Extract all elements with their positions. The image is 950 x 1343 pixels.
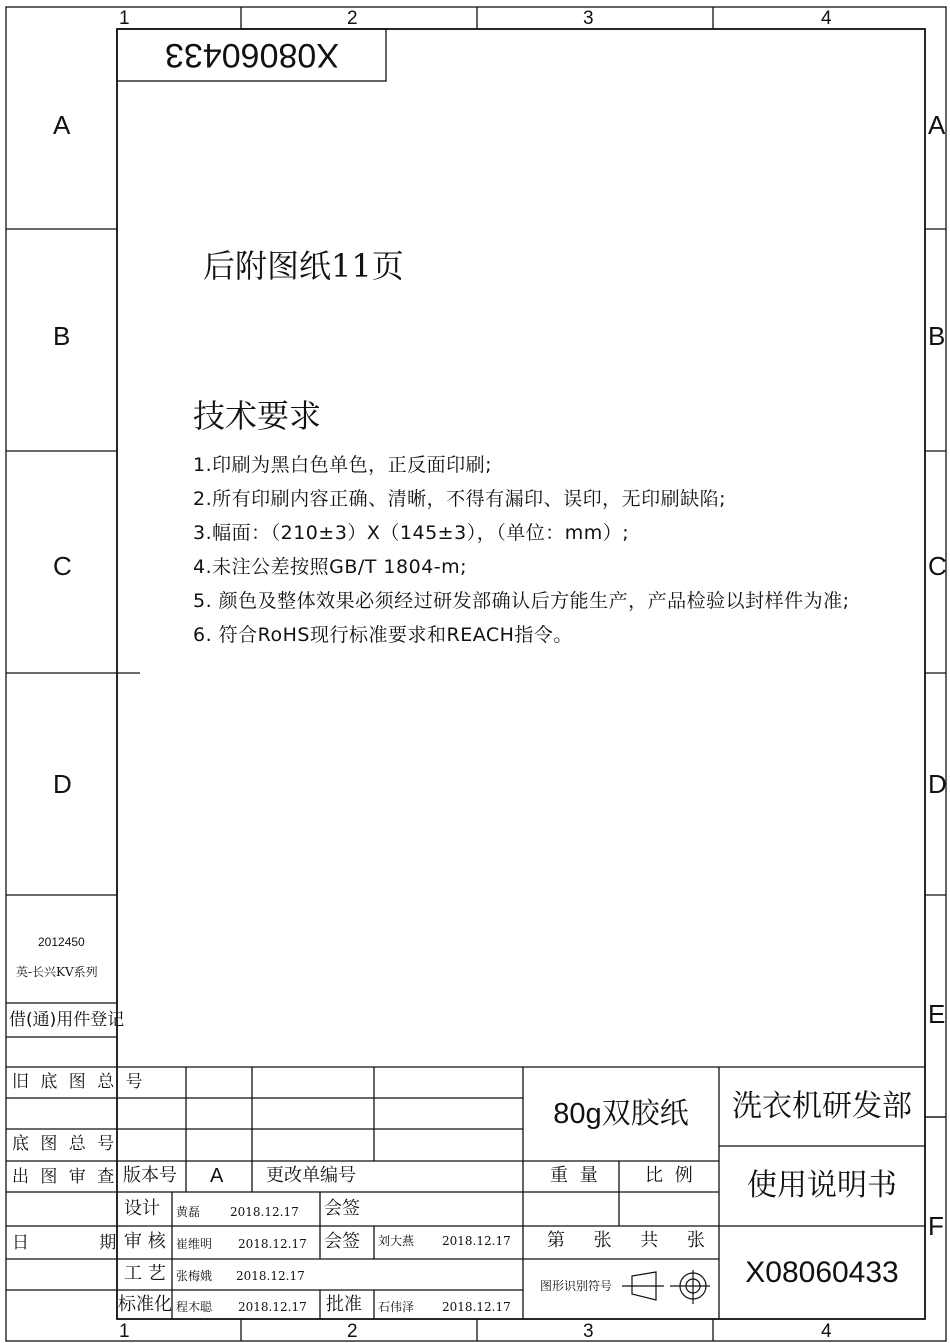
attach-note: 后附图纸11页 bbox=[203, 247, 404, 285]
row-letter-a-right: A bbox=[928, 110, 946, 140]
column-number-2-top: 2 bbox=[347, 8, 358, 29]
tech-item-6: 6. 符合RoHS现行标准要求和REACH指令。 bbox=[193, 624, 573, 646]
review-date: 2018.12.17 bbox=[238, 1237, 307, 1251]
material-text: 80g双胶纸 bbox=[553, 1097, 689, 1130]
review-label: 审 核 bbox=[124, 1231, 166, 1252]
column-number-4-top: 4 bbox=[821, 8, 832, 29]
review-name: 崔维明 bbox=[176, 1237, 213, 1251]
countersign2-label: 会签 bbox=[324, 1231, 360, 1252]
approve-name: 石伟泽 bbox=[378, 1300, 415, 1314]
approve-label: 批准 bbox=[326, 1294, 362, 1315]
design-name: 黄磊 bbox=[176, 1205, 201, 1219]
mirrored-code-text: X08060433 bbox=[164, 36, 339, 74]
tech-item-2: 2.所有印刷内容正确、清晰，不得有漏印、误印，无印刷缺陷; bbox=[193, 488, 727, 510]
tech-item-1: 1.印刷为黑白色单色，正反面印刷; bbox=[193, 454, 493, 476]
version-value: A bbox=[210, 1165, 224, 1187]
design-date: 2018.12.17 bbox=[230, 1205, 299, 1219]
process-date: 2018.12.17 bbox=[236, 1269, 305, 1283]
column-number-1-bottom: 1 bbox=[119, 1321, 130, 1342]
issue-review-label: 出 图 审 查 bbox=[12, 1167, 118, 1187]
row-letter-c-right: C bbox=[928, 551, 947, 581]
base-total-label: 底 图 总 号 bbox=[12, 1134, 118, 1154]
row-letter-c-left: C bbox=[53, 551, 72, 581]
left-panel-series: 英-长兴KV系列 bbox=[16, 965, 98, 979]
countersign2-name: 刘大燕 bbox=[378, 1234, 415, 1248]
graphic-symbol-label: 图形识别符号 bbox=[540, 1279, 613, 1293]
material-cell bbox=[523, 1067, 719, 1161]
sheet-count-label: 第 张 共 张 bbox=[547, 1230, 705, 1251]
tech-requirements-list bbox=[193, 456, 850, 660]
document-title: 使用说明书 bbox=[747, 1168, 897, 1203]
row-letter-d-left: D bbox=[53, 769, 72, 799]
standardization-name: 程木聪 bbox=[176, 1300, 213, 1314]
process-label: 工 艺 bbox=[124, 1263, 166, 1284]
date-label: 日 期 bbox=[12, 1233, 120, 1253]
row-letter-d-right: D bbox=[928, 769, 947, 799]
row-letter-b-right: B bbox=[928, 321, 946, 351]
design-label: 设计 bbox=[124, 1198, 160, 1219]
weight-label: 重 量 bbox=[550, 1165, 601, 1186]
tech-requirements-heading: 技术要求 bbox=[193, 397, 322, 435]
department-text: 洗衣机研发部 bbox=[732, 1088, 912, 1124]
column-number-3-bottom: 3 bbox=[583, 1321, 594, 1342]
version-label: 版本号 bbox=[123, 1165, 177, 1186]
mirrored-code-box bbox=[117, 29, 386, 81]
row-letter-e-right: E bbox=[928, 999, 946, 1029]
left-panel-registry: 借(通)用件登记 bbox=[9, 1010, 125, 1030]
column-number-2-bottom: 2 bbox=[347, 1321, 358, 1342]
row-letter-b-left: B bbox=[53, 321, 71, 351]
left-panel-code: 2012450 bbox=[38, 935, 85, 949]
tech-item-5: 5. 颜色及整体效果必须经过研发部确认后方能生产，产品检验以封样件为准; bbox=[193, 590, 850, 612]
standardization-label: 标准化 bbox=[118, 1294, 172, 1315]
approve-date: 2018.12.17 bbox=[442, 1300, 511, 1314]
tech-item-3: 3.幅面：（210±3）X（145±3），（单位：mm）; bbox=[193, 522, 630, 544]
tech-item-4: 4.未注公差按照GB/T 1804-m; bbox=[193, 556, 468, 578]
column-number-1-top: 1 bbox=[119, 8, 130, 29]
countersign2-date: 2018.12.17 bbox=[442, 1234, 511, 1248]
column-number-3-top: 3 bbox=[583, 8, 594, 29]
change-number-label: 更改单编号 bbox=[266, 1165, 356, 1186]
column-number-4-bottom: 4 bbox=[821, 1321, 832, 1342]
department-cell bbox=[719, 1067, 925, 1146]
countersign-label: 会签 bbox=[324, 1198, 360, 1219]
document-code-cell bbox=[719, 1226, 925, 1319]
process-name: 张梅娥 bbox=[176, 1269, 213, 1283]
standardization-date: 2018.12.17 bbox=[238, 1300, 307, 1314]
old-base-total-label: 旧 底 图 总 号 bbox=[12, 1072, 146, 1092]
document-code: X08060433 bbox=[745, 1255, 899, 1289]
document-title-cell bbox=[719, 1146, 925, 1226]
projection-symbol-icon bbox=[620, 1268, 712, 1308]
row-letter-a-left: A bbox=[53, 110, 71, 140]
row-letter-f-right: F bbox=[928, 1211, 944, 1241]
scale-label: 比 例 bbox=[645, 1165, 696, 1186]
